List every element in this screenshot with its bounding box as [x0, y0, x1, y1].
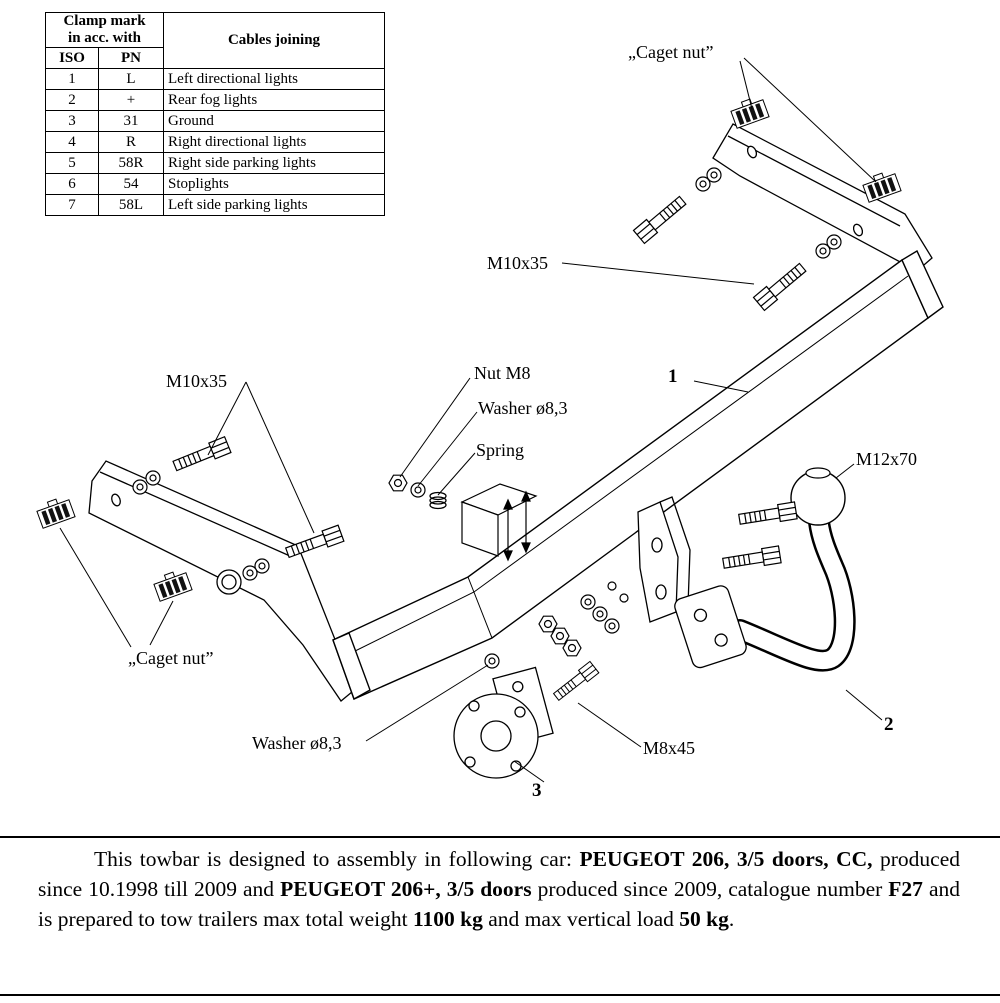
spring-channel-bracket — [462, 484, 536, 560]
cable-cell: Right side parking lights — [164, 153, 385, 174]
pn-cell: L — [99, 69, 164, 90]
pn-column-header: PN — [99, 48, 164, 69]
description-paragraph — [38, 844, 960, 934]
description-text: This towbar is designed to assembly in following car: — [94, 847, 580, 871]
iso-cell: 6 — [46, 174, 99, 195]
label-caget-nut-left: „Caget nut” — [128, 648, 214, 668]
cable-cell: Right directional lights — [164, 132, 385, 153]
caget-nut — [152, 568, 192, 601]
socket-mounting-plate — [454, 667, 553, 778]
label-m8x45: M8x45 — [643, 738, 696, 758]
cable-cell: Ground — [164, 111, 385, 132]
catalogue-number-bold: F27 — [888, 877, 923, 901]
iso-cell: 1 — [46, 69, 99, 90]
spring-travel-arrow — [504, 500, 512, 560]
label-washer-top: Washer ø8,3 — [478, 398, 568, 418]
max-load-bold: 50 kg — [679, 907, 729, 931]
bolt-m12x70 — [722, 546, 781, 572]
iso-cell: 2 — [46, 90, 99, 111]
max-weight-bold: 1100 kg — [412, 907, 483, 931]
separator-rule-top — [0, 836, 1000, 838]
iso-cell: 3 — [46, 111, 99, 132]
bolt-m12x70 — [738, 502, 797, 528]
label-part-3: 3 — [532, 780, 542, 801]
car-model-bold: PEUGEOT 206, 3/5 doors, CC, — [579, 847, 873, 871]
cable-cell: Left side parking lights — [164, 195, 385, 216]
label-part-1: 1 — [668, 366, 678, 387]
caget-nut — [729, 95, 769, 128]
iso-column-header: ISO — [46, 48, 99, 69]
description-text: and max vertical load — [482, 907, 680, 931]
label-m12x70: M12x70 — [856, 449, 918, 469]
bolt-m10x35 — [172, 437, 231, 474]
car-model-bold: PEUGEOT 206+, 3/5 doors — [280, 877, 532, 901]
pn-cell: + — [99, 90, 164, 111]
bolt-m10x35 — [754, 261, 809, 311]
label-washer-bottom: Washer ø8,3 — [252, 733, 342, 753]
label-spring: Spring — [476, 440, 525, 460]
iso-cell: 7 — [46, 195, 99, 216]
small-washer — [608, 582, 616, 590]
bolt-m8x45 — [552, 661, 599, 702]
cable-cell: Rear fog lights — [164, 90, 385, 111]
description-text: produced since 2009, catalogue number — [531, 877, 889, 901]
towball-swan-neck — [673, 468, 845, 670]
pn-cell: 58R — [99, 153, 164, 174]
clamp-mark-header-line2: in acc. with — [68, 30, 141, 46]
cable-cell: Left directional lights — [164, 69, 385, 90]
caget-nut — [35, 495, 75, 528]
bolt-m10x35 — [634, 194, 689, 244]
separator-rule-bottom — [0, 994, 1000, 996]
small-washer — [620, 594, 628, 602]
label-nut-m8: Nut M8 — [474, 363, 531, 383]
label-part-2: 2 — [884, 714, 894, 735]
tow-ball — [791, 471, 845, 525]
label-m10x35-top: M10x35 — [487, 253, 549, 273]
clamp-mark-header-line1: Clamp mark — [63, 13, 146, 29]
pn-cell: 31 — [99, 111, 164, 132]
pn-cell: 58L — [99, 195, 164, 216]
pn-cell: R — [99, 132, 164, 153]
spring-travel-arrow — [522, 492, 530, 552]
iso-cell: 4 — [46, 132, 99, 153]
label-caget-nut-top: „Caget nut” — [628, 42, 714, 62]
bolt-m10x35 — [285, 525, 344, 560]
cables-joining-header: Cables joining — [164, 13, 385, 69]
pn-cell: 54 — [99, 174, 164, 195]
description-text: . — [728, 907, 735, 931]
cable-cell: Stoplights — [164, 174, 385, 195]
label-m10x35-left: M10x35 — [166, 371, 228, 391]
description-text: and is prepared to tow trailers max total weight — [38, 877, 960, 931]
description-text: produced since 10.1998 till 2009 and — [38, 847, 960, 901]
iso-cell: 5 — [46, 153, 99, 174]
